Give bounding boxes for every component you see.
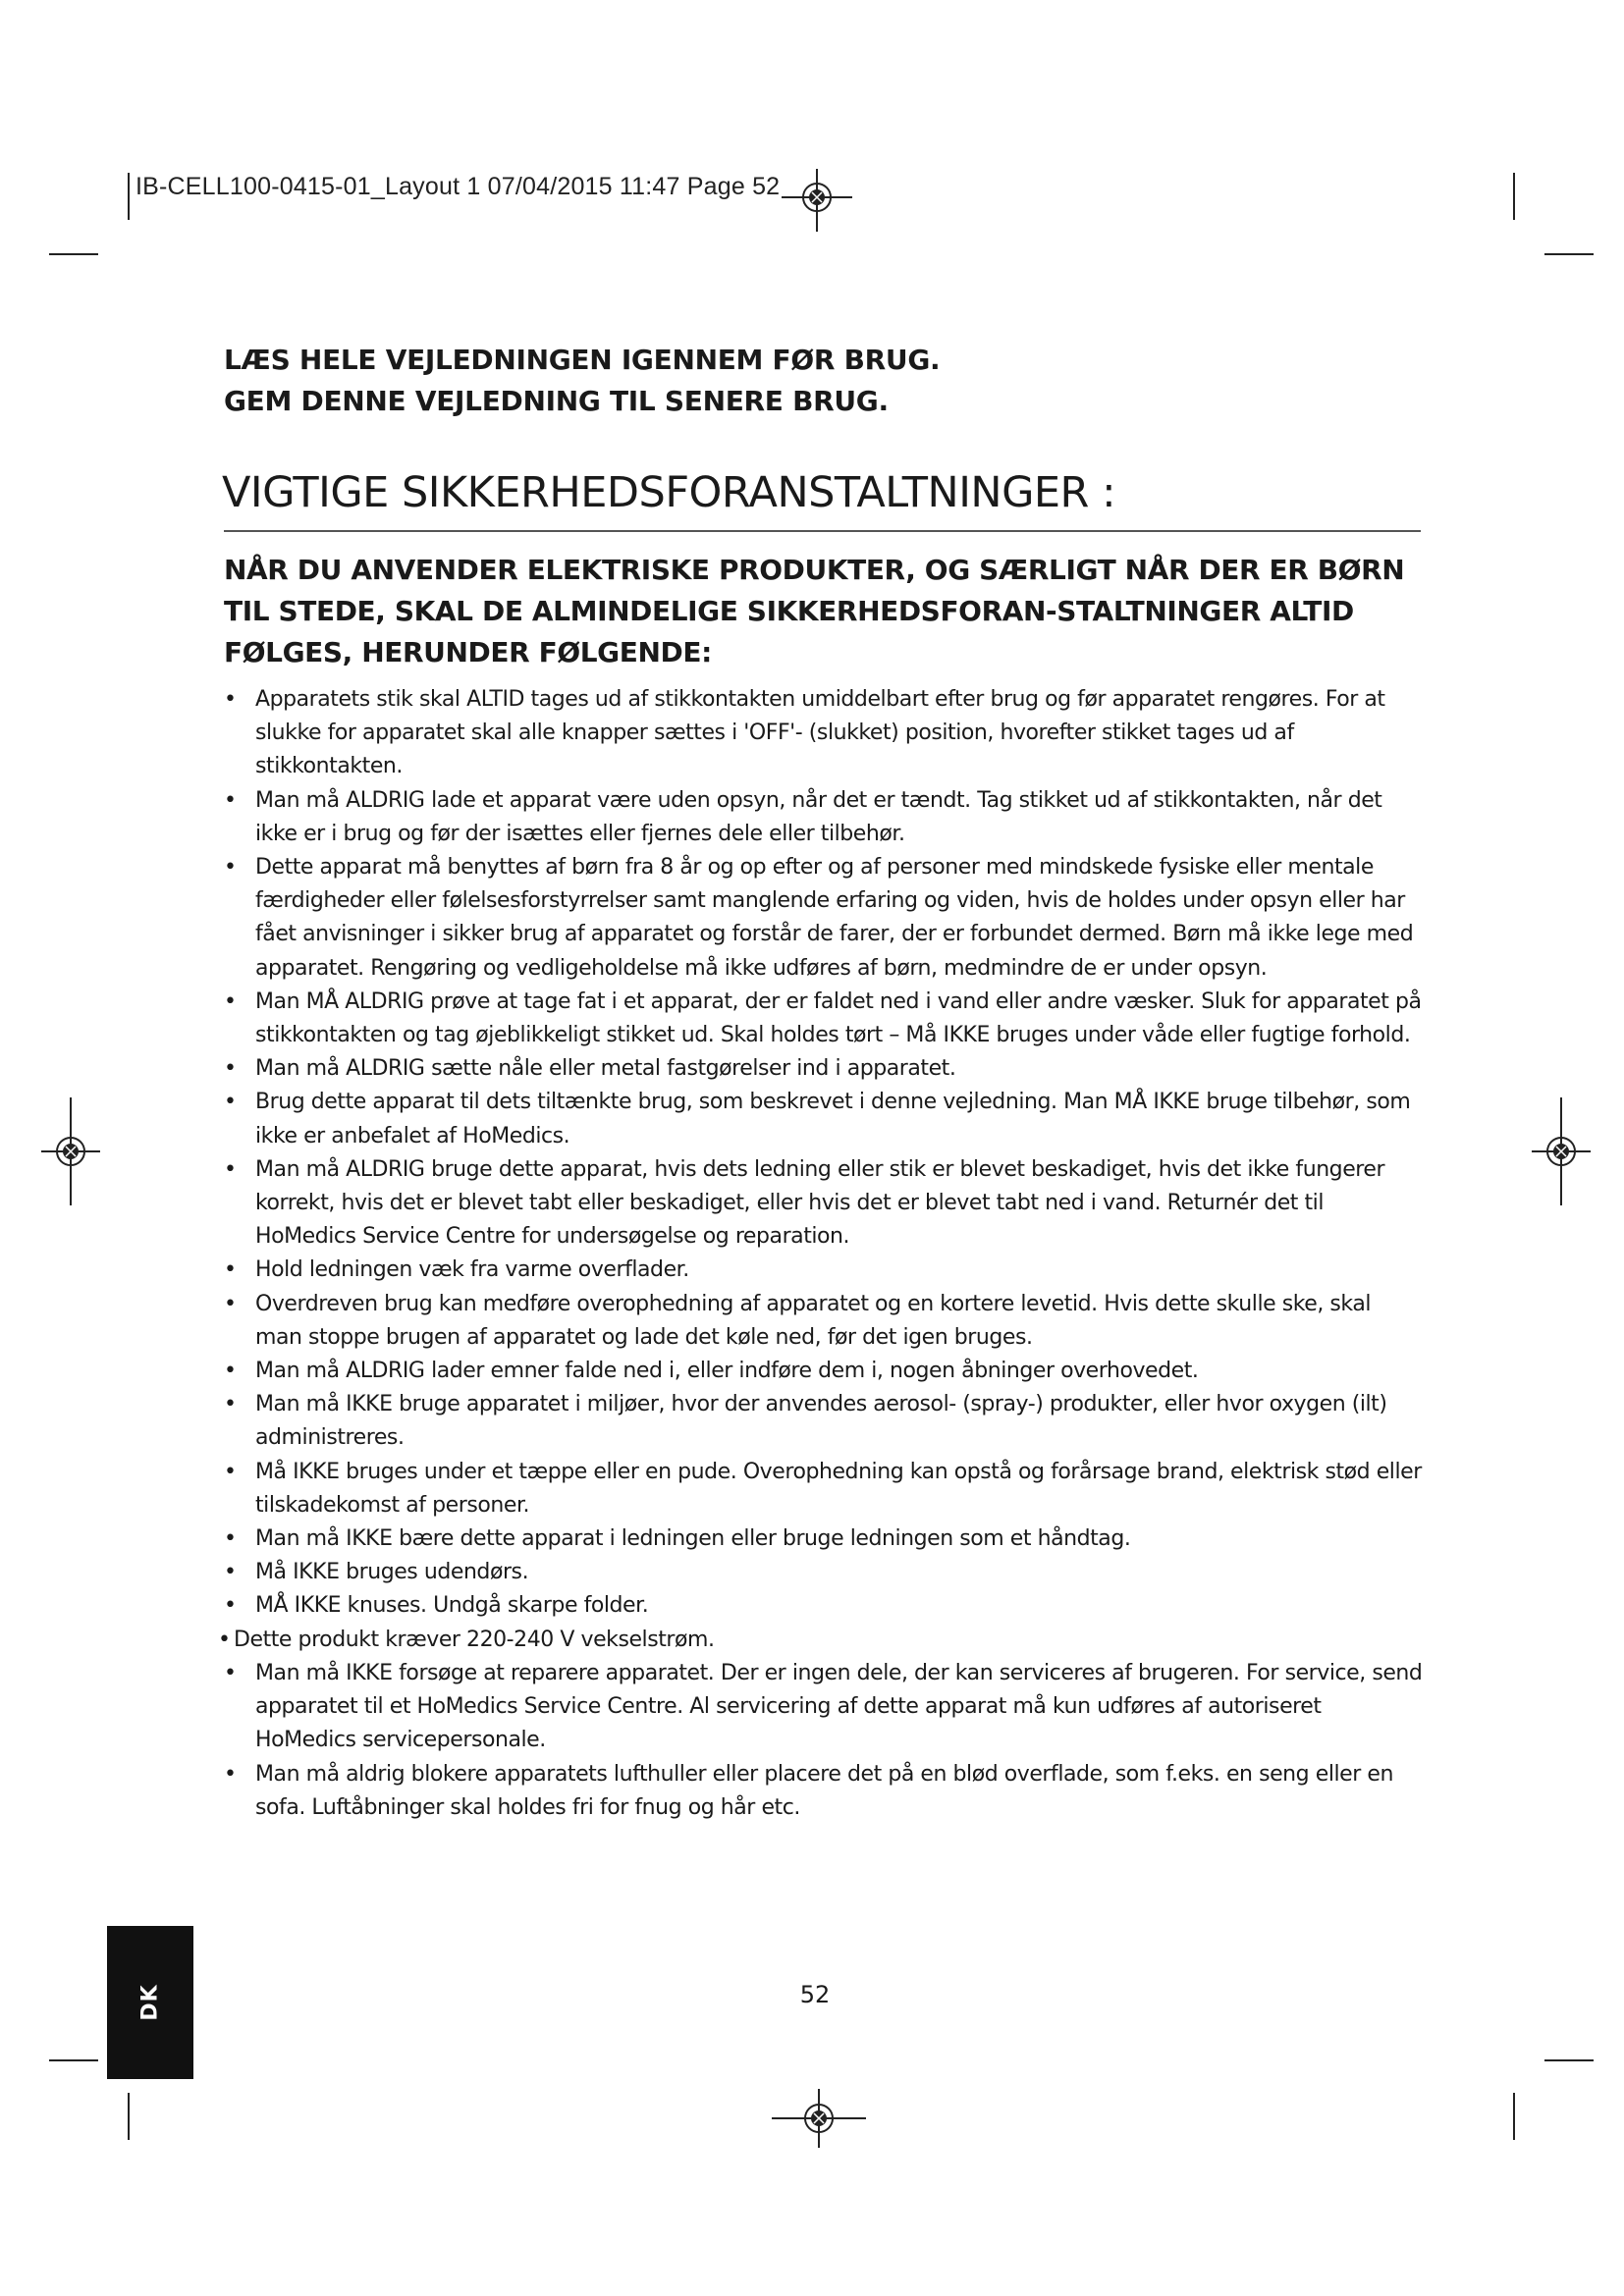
bullet: • — [224, 988, 237, 1014]
intro-heading — [224, 340, 1422, 422]
intro-line-2: GEM DENNE VEJLEDNING TIL SENERE BRUG. — [224, 385, 889, 417]
list-item — [218, 1624, 1424, 1657]
bullet: • — [224, 1761, 237, 1787]
list-item-text: Man må aldrig blokere apparatets lufthuller eller placere det på en blød overflade, som f.eks. en seng eller en sofa. Luftåbninger skal holdes fri for fnug og hår etc. — [255, 1761, 1393, 1820]
list-item-text: Man MÅ ALDRIG prøve at tage fat i et apparat, der er faldet ned i vand eller andre væsker. Sluk for apparatet på stikkontakten og tag øjeblikkeligt stikket ud. Skal holdes tørt – Må IKKE bruges under våde eller fugtige forhold. — [255, 988, 1422, 1048]
list-item-text: Apparatets stik skal ALTID tages ud af stikkontakten umiddelbart efter brug og før apparatet rengøres. For at slukke for apparatet skal alle knapper sættes i 'OFF'- (slukket) position, hvorefter stikket tages ud af stikkontakten. — [255, 687, 1385, 779]
bullet: • — [218, 1627, 231, 1652]
list-item — [224, 1388, 1424, 1455]
list-item-text: Hold ledningen væk fra varme overflader. — [255, 1257, 689, 1283]
registration-mark-left-icon — [41, 1097, 100, 1205]
title-divider — [224, 530, 1421, 532]
list-item — [224, 1288, 1424, 1355]
list-item-text: Dette apparat må benyttes af børn fra 8 år og op efter og af personer med mindskede fysiske eller mentale færdigheder eller følelsesforstyrrelser samt manglende erfaring og viden, hvis de holdes under opsyn eller har fået anvisninger i sikker brug af apparatet og forstår de farer, der er forbundet dermed. Børn må ikke lege med apparatet. Rengøring og vedligeholdelse må ikke udføres af børn, medmindre de er under opsyn. — [255, 855, 1414, 981]
registration-mark-bottom-icon — [772, 2089, 866, 2148]
language-tab — [107, 1926, 193, 2079]
registration-mark-right-icon — [1532, 1097, 1591, 1205]
bullet: • — [224, 1593, 237, 1619]
bullet: • — [224, 1359, 237, 1384]
registration-mark-top-icon — [782, 169, 852, 232]
list-item — [224, 683, 1424, 784]
intro-line-1: LÆS HELE VEJLEDNINGEN IGENNEM FØR BRUG. — [224, 344, 941, 376]
bullet: • — [224, 855, 237, 881]
list-item — [224, 1522, 1424, 1556]
list-item — [224, 851, 1424, 986]
list-item — [224, 1052, 1424, 1086]
list-item-text: Man må ALDRIG lader emner falde ned i, eller indføre dem i, nogen åbninger overhovedet. — [255, 1359, 1199, 1384]
crop-mark-top-right-horizontal — [1544, 253, 1594, 255]
bullet: • — [224, 687, 237, 712]
list-item — [224, 986, 1424, 1052]
safety-subheading: NÅR DU ANVENDER ELEKTRISKE PRODUKTER, OG SÆRLIGT NÅR DER ER BØRN TIL STEDE, SKAL DE ALMINDELIGE SIKKERHEDSFORAN-STALTNINGER ALTID FØLGES, HERUNDER FØLGENDE: — [224, 554, 1405, 668]
crop-mark-top-left-vertical — [128, 173, 130, 220]
list-item — [224, 1456, 1424, 1522]
bullet: • — [224, 1090, 237, 1115]
crop-mark-bottom-left-horizontal — [49, 2059, 98, 2061]
bullet: • — [224, 1291, 237, 1316]
list-item-text: Man må ALDRIG lade et apparat være uden opsyn, når det er tændt. Tag stikket ud af stikkontakten, når det ikke er i brug og før der isættes eller fjernes dele eller tilbehør. — [255, 787, 1382, 846]
crop-mark-bottom-right-vertical — [1513, 2093, 1515, 2140]
language-tab-label: DK — [137, 1984, 163, 2021]
list-item-text: Man må ALDRIG bruge dette apparat, hvis dets ledning eller stik er blevet beskadiget, hvis det ikke fungerer korrekt, hvis det er blevet tabt eller beskadiget, eller hvis det er blevet tabt ned i vand. Returnér det til HoMedics Service Centre for undersøgelse og reparation. — [255, 1156, 1385, 1250]
crop-mark-bottom-left-vertical — [128, 2093, 130, 2140]
list-item-text: Man må IKKE bære dette apparat i ledningen eller bruge ledningen som et håndtag. — [255, 1526, 1131, 1552]
list-item — [224, 1589, 1424, 1623]
page-number: 52 — [799, 1981, 831, 2008]
bullet: • — [224, 1459, 237, 1484]
list-item — [224, 1657, 1424, 1758]
list-item-text: Overdreven brug kan medføre overophedning af apparatet og en kortere levetid. Hvis dette skulle ske, skal man stoppe brugen af apparatet og lade det køle ned, før det igen bruges. — [255, 1291, 1372, 1350]
page-title: VIGTIGE SIKKERHEDSFORANSTALTNINGER : — [222, 468, 1116, 517]
list-item — [224, 1758, 1424, 1825]
bullet: • — [224, 1392, 237, 1417]
list-item — [224, 1355, 1424, 1388]
safety-list — [218, 683, 1424, 1825]
bullet: • — [224, 1560, 237, 1585]
list-item-text: MÅ IKKE knuses. Undgå skarpe folder. — [255, 1593, 649, 1619]
list-item-text: Man må IKKE forsøge at reparere apparatet. Der er ingen dele, der kan serviceres af brugeren. For service, send apparatet til et HoMedics Service Centre. Al servicering af dette apparat må kun udføres af autoriseret HoMedics servicepersonale. — [255, 1660, 1423, 1753]
list-item-text: Dette produkt kræver 220-240 V vekselstrøm. — [234, 1627, 715, 1652]
list-item-text: Man må IKKE bruge apparatet i miljøer, hvor der anvendes aerosol- (spray-) produkter, eller hvor oxygen (ilt) administreres. — [255, 1392, 1387, 1451]
list-item — [224, 784, 1424, 851]
bullet: • — [224, 1056, 237, 1082]
list-item-text: Må IKKE bruges udendørs. — [255, 1560, 529, 1585]
list-item — [224, 1556, 1424, 1589]
print-slug-line: IB-CELL100-0415-01_Layout 1 07/04/2015 11:47 Page 52 — [135, 173, 781, 200]
bullet: • — [224, 1660, 237, 1685]
bullet: • — [224, 1257, 237, 1283]
list-item-text: Brug dette apparat til dets tiltænkte brug, som beskrevet i denne vejledning. Man MÅ IKKE bruge tilbehør, som ikke er anbefalet af HoMedics. — [255, 1090, 1411, 1148]
bullet: • — [224, 1156, 237, 1182]
list-item-text: Må IKKE bruges under et tæppe eller en pude. Overophedning kan opstå og forårsage brand, elektrisk stød eller tilskadekomst af personer. — [255, 1459, 1422, 1518]
bullet: • — [224, 1526, 237, 1552]
crop-mark-top-right-vertical — [1513, 173, 1515, 220]
list-item — [224, 1153, 1424, 1255]
list-item-text: Man må ALDRIG sætte nåle eller metal fastgørelser ind i apparatet. — [255, 1056, 956, 1082]
list-item — [224, 1254, 1424, 1287]
list-item — [224, 1086, 1424, 1152]
bullet: • — [224, 787, 237, 813]
crop-mark-top-left-horizontal — [49, 253, 98, 255]
crop-mark-bottom-right-horizontal — [1544, 2059, 1594, 2061]
